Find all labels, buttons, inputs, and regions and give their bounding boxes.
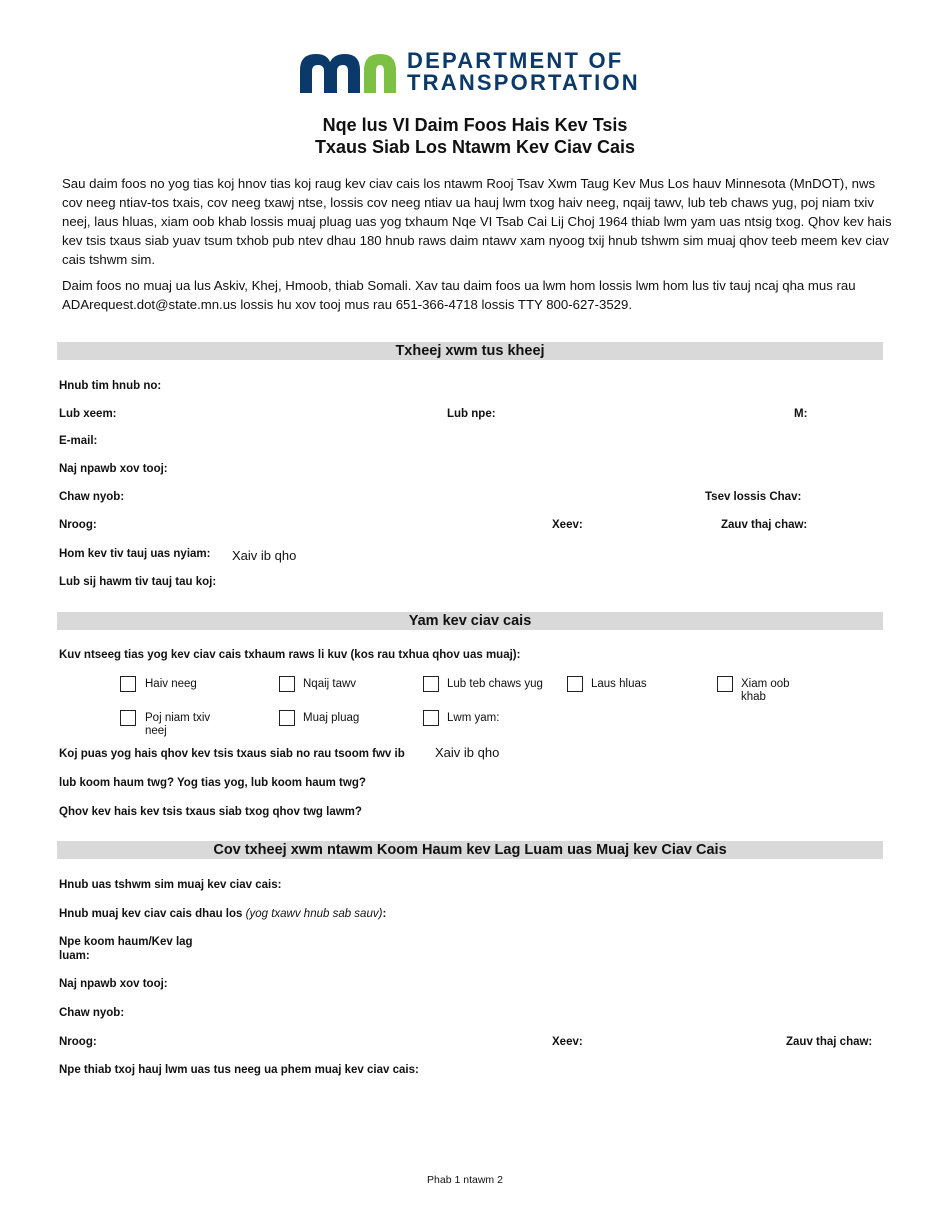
svg-text:mn: mn bbox=[297, 50, 299, 51]
last-name-label: Lub xeem: bbox=[59, 408, 117, 420]
discrimination-basis-question: Kuv ntseeg tias yog kev ciav cais txhaum raws li kuv (kos rau txhua qhov uas muaj): bbox=[59, 649, 521, 661]
which-agency-label: lub koom haum twg? Yog tias yog, lub koom haum twg? bbox=[59, 777, 366, 789]
mndot-logo bbox=[297, 50, 657, 96]
agency-city-label: Nroog: bbox=[59, 1036, 97, 1048]
mn-logo-mark bbox=[297, 50, 401, 96]
best-contact-time-label: Lub sij hawm tiv tauj tau koj: bbox=[59, 576, 217, 588]
form-title-line2: Txaus Siab Los Ntawm Kev Ciav Cais bbox=[314, 137, 636, 157]
page-number: Phab 1 ntawm 2 bbox=[427, 1174, 503, 1186]
age-checkbox-label: Laus hluas bbox=[591, 678, 647, 690]
last-date-colon: : bbox=[382, 908, 387, 920]
race-checkbox-label: Haiv neeg bbox=[145, 678, 197, 690]
agency-zip-label: Zauv thaj chaw: bbox=[786, 1036, 873, 1048]
logo-transportation-text: TRANSPORTATION bbox=[407, 70, 640, 95]
other-checkbox-label: Lwm yam: bbox=[447, 712, 500, 724]
middle-initial-label: M: bbox=[794, 408, 808, 420]
apartment-label: Tsev lossis Chav: bbox=[705, 491, 802, 503]
last-date-label-text: Hnub muaj kev ciav cais dhau los bbox=[59, 908, 243, 920]
agency-address-label: Chaw nyob: bbox=[59, 1007, 125, 1019]
sex-checkbox[interactable] bbox=[120, 710, 136, 726]
intro-paragraph-2: Daim foos no muaj ua lus Askiv, Khej, Hmoob, thiab Somali. Xav tau daim foos ua lwm hom lossis lwm hom lus tiv tauj ncaj qha mus rau ADArequest.dot@state.mn.us lossis hu xov tooj mus rau 651-366-4718 lossis TTY 800-627-3529. bbox=[62, 278, 856, 312]
contact-preference-select[interactable]: Xaiv ib qho bbox=[232, 548, 297, 563]
city-label: Nroog: bbox=[59, 519, 97, 531]
agency-name-label: Npe koom haum/Kev lag luam: bbox=[59, 936, 193, 962]
phone-label: Naj npawb xov tooj: bbox=[59, 463, 168, 475]
email-label: E-mail: bbox=[59, 435, 98, 447]
first-name-label: Lub npe: bbox=[447, 408, 496, 420]
national-origin-checkbox-label: Lub teb chaws yug bbox=[447, 678, 543, 690]
section-personal-info-heading: Txheej xwm tus kheej bbox=[57, 342, 883, 360]
national-origin-checkbox[interactable] bbox=[423, 676, 439, 692]
other-checkbox[interactable] bbox=[423, 710, 439, 726]
contact-preference-label: Hom kev tiv tauj uas nyiam: bbox=[59, 548, 211, 560]
color-checkbox-label: Nqaij tawv bbox=[303, 678, 357, 690]
intro-paragraph-1: Sau daim foos no yog tias koj hnov tias koj raug kev ciav cais los ntawm Rooj Tsav Xwm Taug Kev Mus Los hauv Minnesota (MnDOT), nws cov neeg ntiav-tos txais, cov neeg txawj ntse, lossis cov neeg ntiav ua hauj lwm txog haiv neeg, nqaij tawv, lub teb chaws yug, poj niam txiv neej, laus hluas, xiam oob khab lossis muaj pluag uas yog txhaum Nqe VI Tsab Cai Lij Choj 1964 thiab lwm yam uas ntsig txog. Qhov kev hais kev tsis txaus siab yuav tsum txhob pub ntev dhau 180 hnub raws daim ntawv xam nyoog txij hnub tshwm sim muaj qhov teeb meem kev ciav cais tshwm sim. bbox=[62, 176, 892, 267]
filed-with-agency-question: Koj puas yog hais qhov kev tsis txaus siab no rau tsoom fwv ib bbox=[59, 748, 405, 760]
agency-state-label: Xeev: bbox=[552, 1036, 583, 1048]
offender-name-title-label: Npe thiab txoj hauj lwm uas tus neeg ua phem muaj kev ciav cais: bbox=[59, 1064, 419, 1076]
filed-with-agency-select[interactable]: Xaiv ib qho bbox=[435, 745, 500, 760]
zip-label: Zauv thaj chaw: bbox=[721, 519, 808, 531]
last-date-label bbox=[59, 907, 386, 921]
section-agency-info-heading: Cov txheej xwm ntawm Koom Haum kev Lag Luam uas Muaj kev Ciav Cais bbox=[57, 841, 883, 859]
state-label: Xeev: bbox=[552, 519, 583, 531]
income-checkbox[interactable] bbox=[279, 710, 295, 726]
logo-department-text: DEPARTMENT OF bbox=[407, 48, 624, 73]
agency-phone-label: Naj npawb xov tooj: bbox=[59, 978, 168, 990]
race-checkbox[interactable] bbox=[120, 676, 136, 692]
date-occurred-label: Hnub uas tshwm sim muaj kev ciav cais: bbox=[59, 879, 282, 891]
income-checkbox-label: Muaj pluag bbox=[303, 712, 360, 724]
form-title-line1: Nqe lus VI Daim Foos Hais Kev Tsis bbox=[322, 115, 628, 135]
complaint-about-label: Qhov kev hais kev tsis txaus siab txog qhov twg lawm? bbox=[59, 806, 362, 818]
address-label: Chaw nyob: bbox=[59, 491, 125, 503]
disability-checkbox-label: Xiam oob khab bbox=[741, 678, 790, 703]
sex-checkbox-label: Poj niam txiv neej bbox=[145, 712, 211, 737]
section-discrimination-type-heading: Yam kev ciav cais bbox=[57, 612, 883, 630]
age-checkbox[interactable] bbox=[567, 676, 583, 692]
color-checkbox[interactable] bbox=[279, 676, 295, 692]
disability-checkbox[interactable] bbox=[717, 676, 733, 692]
date-today-label: Hnub tim hnub no: bbox=[59, 380, 162, 392]
last-date-hint: (yog txawv hnub sab sauv) bbox=[245, 908, 383, 920]
